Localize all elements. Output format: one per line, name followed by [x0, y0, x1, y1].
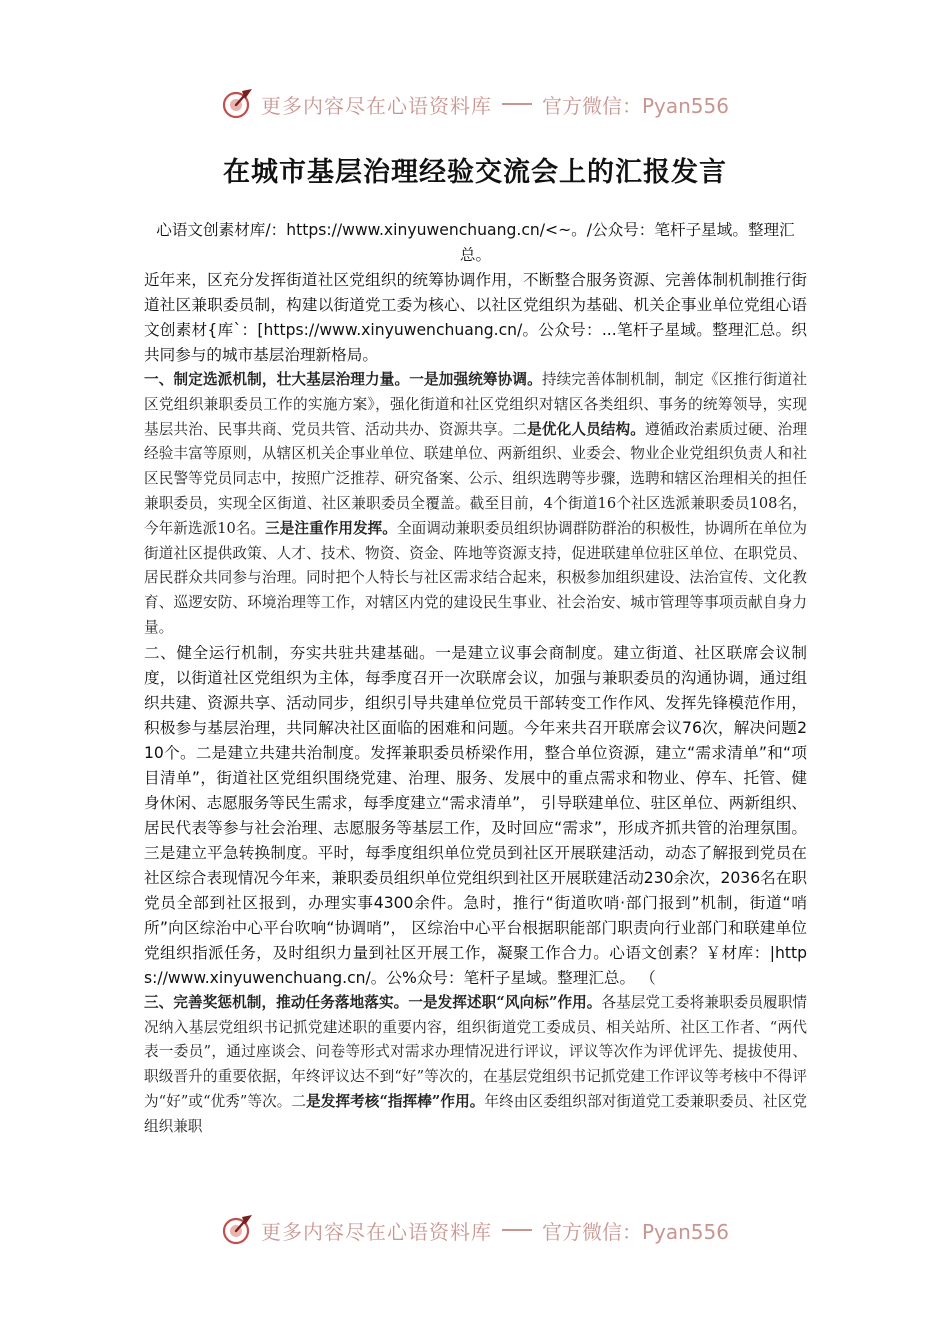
- source-line: 心语文创素材库/：https://www.xinyuwenchuang.cn/<~。/公众号：笔杆子星域。整理汇总。: [156, 221, 795, 264]
- section-2-paragraph: 二、健全运行机制，夯实共驻共建基础。一是建立议事会商制度。建立街道、社区联席会议制度，以街道社区党组织为主体，每季度召开一次联席会议，加强与兼职委员的沟通协调，通过组织共建、资源共享、活动同步，组织引导共建单位党员干部转变工作作风、发挥先锋模范作用，积极参与基层治理，共同解决社区面临的困难和问题。今年来共召开联席会议76次，解决问题210个。二是建立共建共治制度。发挥兼职委员桥梁作用，整合单位资源，建立“需求清单”和“项目清单”，街道社区党组织围绕党建、治理、服务、发展中的重点需求和物业、停车、托管、健身休闲、志愿服务等民生需求，每季度建立“需求清单”， 引导联建单位、驻区单位、两新组织、居民代表等参与社会治理、志愿服务等基层工作，及时回应“需求”，形成齐抓共管的治理氛围。三是建立平急转换制度。平时，每季度组织单位党员到社区开展联建活动，动态了解报到党员在社区综合表现情况今年来，兼职委员组织单位党组织到社区开展联建活动230余次，2036名在职党员全部到社区报到，办理实事4300余件。急时，推行“街道吹哨·部门报到”机制，街道“哨所”向区综治中心平台吹响“协调哨”， 区综治中心平台根据职能部门职责向行业部门和联建单位党组织指派任务，及时组织力量到社区开展工作，凝聚工作合力。心语文创素？￥材库：|https://www.xinyuwenchuang.cn/。公%众号：笔杆子星域。整理汇总。 （: [144, 643, 807, 987]
- section-3-subheading-2: 是发挥考核“指挥棒”作用。: [306, 1092, 485, 1110]
- section-3-text-1: 各基层党工委将兼职委员履职情况纳入基层党组织书记抓党建述职的重要内容，组织街道党工委成员、相关站所、社区工作者、“两代表一委员”，通过座谈会、问卷等形式对需求办理情况进行评议，评议等次作为评优评先、提拔使用、职级晋升的重要依据，年终评议达不到“好”等次的，在基层党组织书记抓党建工作评议等考核中不得评为“好”或“优秀”等次。二: [144, 993, 807, 1110]
- section-1-text-2: 遵循政治素质过硬、治理经验丰富等原则，从辖区机关企事业单位、联建单位、两新组织、业委会、物业企业党组织负责人和社区民警等党员同志中，按照广泛推荐、研究备案、公示、组织选聘等步骤，选聘和辖区治理相关的担任兼职委员，实现全区街道、社区兼职委员全覆盖。截至目前，4个街道16个社区选派兼职委员108名，今年新选派10名。: [144, 420, 807, 537]
- intro-paragraph: 近年来，区充分发挥街道社区党组织的统筹协调作用，不断整合服务资源、完善体制机制推行街道社区兼职委员制，构建以街道党工委为核心、以社区党组织为基础、机关企事业单位党组心语文创素材{库`：[https://www.xinyuwenchuang.cn/。公众号：...笔杆子星域。整理汇总。织共同参与的城市基层治理新格局。: [144, 271, 807, 364]
- section-3-text-2: 年终由区委组织部对街道党工委兼职委员、社区党组织兼职: [144, 1092, 807, 1135]
- header-watermark-banner: [0, 82, 950, 126]
- banner-account-text: 官方微信：Pyan556: [541, 1219, 729, 1244]
- section-1-subheading-3: 三是注重作用发挥。: [265, 519, 397, 537]
- banner-account-text: 官方微信：Pyan556: [541, 93, 729, 118]
- section-1-text-3: 全面调动兼职委员组织协调群防群治的积极性，协调所在单位为街道社区提供政策、人才、技术、物资、资金、阵地等资源支持，促进联建单位驻区单位、在职党员、居民群众共同参与治理。同时把个人特长与社区需求结合起来，积极参加组织建设、法治宣传、文化教育、巡逻安防、环境治理等工作，对辖区内党的建设民生事业、社会治安、城市管理等事项贡献自身力量。: [144, 519, 807, 636]
- brush-logo-icon: [221, 87, 255, 121]
- banner-brand-text: 更多内容尽在心语资料库: [260, 1219, 492, 1244]
- section-3-paragraph: [144, 991, 807, 1140]
- document-title: 在城市基层治理经验交流会上的汇报发言: [223, 157, 727, 188]
- section-1-heading: 一、制定选派机制，壮大基层治理力量。一是加强统筹协调。: [144, 371, 542, 388]
- section-3-heading: 三、完善奖惩机制，推动任务落地落实。一是发挥述职“风向标”作用。: [144, 993, 602, 1011]
- banner-dash: [502, 1229, 532, 1231]
- document-body: [144, 218, 807, 1140]
- section-1-subheading-2: 是优化人员结构。: [527, 420, 646, 438]
- banner-dash: [502, 103, 532, 105]
- brush-logo-icon: [221, 1213, 255, 1247]
- banner-brand-text: 更多内容尽在心语资料库: [260, 93, 492, 118]
- section-1-paragraph: [144, 368, 807, 641]
- section-1-text-1: 持续完善体制机制，制定《区推行街道社区党组织兼职委员工作的实施方案》，强化街道和社区党组织对辖区各类组织、事务的统筹领导，实现基层共治、民事共商、党员共管、活动共办、资源共享。二: [144, 371, 807, 438]
- footer-watermark-banner: [0, 1208, 950, 1252]
